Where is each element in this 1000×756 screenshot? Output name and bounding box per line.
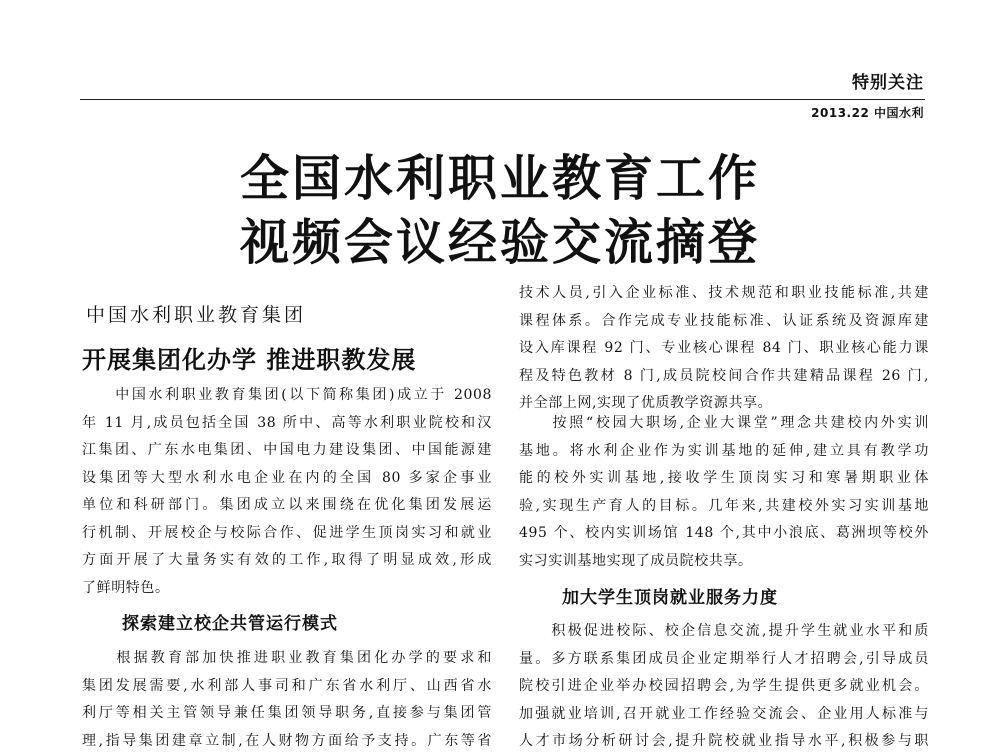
section-label: 特别关注 (852, 73, 924, 93)
left-paragraph-2 (82, 645, 492, 755)
text-line: 加强就业培训,召开就业工作经验交流会、企业用人标准与 (519, 705, 929, 722)
text-line: 年 11 月,成员包括全国 38 所中、高等水利职业院校和汉 (82, 414, 492, 431)
text-line: 单位和科研部门。集团成立以来围绕在优化集团发展运 (82, 497, 492, 513)
section-heading-2: 加大学生顶岗就业服务力度 (562, 588, 778, 608)
text-line: 并全部上网,实现了优质教学资源共享。 (519, 395, 773, 411)
right-paragraph-1 (519, 280, 929, 418)
text-line: 设集团等大型水利水电企业在内的全国 80 多家企事业 (82, 469, 492, 486)
text-line: 中国水利职业教育集团(以下简称集团)成立于 2008 (82, 387, 492, 403)
right-paragraph-2 (519, 410, 929, 575)
text-line: 行机制、开展校企与校际合作、促进学生顶岗实习和就业 (82, 524, 492, 541)
header-rule (80, 99, 925, 100)
text-line: 基地。将水利企业作为实训基地的延伸,建立具有教学功 (519, 442, 929, 459)
text-line: 495 个、校内实训场馆 148 个,其中小浪底、葛洲坝等校外 (519, 525, 929, 541)
headline-line-1: 全国水利职业教育工作 (239, 150, 760, 207)
text-line: 验,实现生产育人的目标。几年来,共建校外实习实训基地 (519, 497, 929, 514)
column-label (852, 72, 924, 94)
issue-info: 2013.22 中国水利 (811, 106, 924, 120)
article-organization: 中国水利职业教育集团 (86, 304, 307, 326)
text-line: 集团发展需要,水利部人事司和广东省水利厅、山西省水 (82, 677, 492, 694)
text-line: 人才市场分析研讨会,提升院校就业指导水平,积极参与职 (519, 733, 929, 749)
text-line: 能的校外实训基地,接收学生顶岗实习和寒暑期职业体 (519, 470, 929, 486)
text-line: 设入库课程 92 门、专业核心课程 84 门、职业核心能力课 (519, 340, 929, 356)
text-line: 量。多方联系集团成员企业定期举行人才招聘会,引导成员 (519, 650, 929, 667)
text-line: 利厅等相关主管领导兼任集团领导职务,直接参与集团管 (82, 705, 492, 721)
headline-line-2: 视频会议经验交流摘登 (239, 214, 760, 271)
text-line: 技术人员,引入企业标准、技术规范和职业技能标准,共建 (519, 285, 929, 301)
text-line: 课程体系。合作完成专业技能标准、认证系统及资源库建 (519, 312, 929, 329)
text-line: 了鲜明特色。 (82, 579, 170, 596)
section-heading-1: 探索建立校企共管运行模式 (122, 614, 338, 634)
text-line: 方面开展了大量务实有效的工作,取得了明显成效,形成 (82, 552, 492, 568)
text-line: 程及特色教材 8 门,成员院校间合作共建精品课程 26 门, (519, 367, 929, 384)
text-line: 实习实训基地实现了成员院校共享。 (519, 552, 753, 569)
text-line: 江集团、广东水电集团、中国电力建设集团、中国能源建 (82, 442, 492, 458)
article-subtitle: 开展集团化办学 推进职教发展 (82, 346, 417, 374)
text-line: 按照“校园大职场,企业大课堂”理念共建校内外实训 (519, 415, 929, 431)
left-paragraph-1 (82, 382, 492, 602)
text-line: 积极促进校际、校企信息交流,提升学生就业水平和质 (519, 623, 929, 639)
text-line: 院校引进企业举办校园招聘会,为学生提供更多就业机会。 (519, 678, 929, 694)
text-line: 根据教育部加快推进职业教育集团化办学的要求和 (82, 650, 492, 666)
right-paragraph-3 (519, 618, 929, 756)
text-line: 理,指导集团建章立制,在人财物方面给予支持。广东等省 (82, 732, 492, 749)
